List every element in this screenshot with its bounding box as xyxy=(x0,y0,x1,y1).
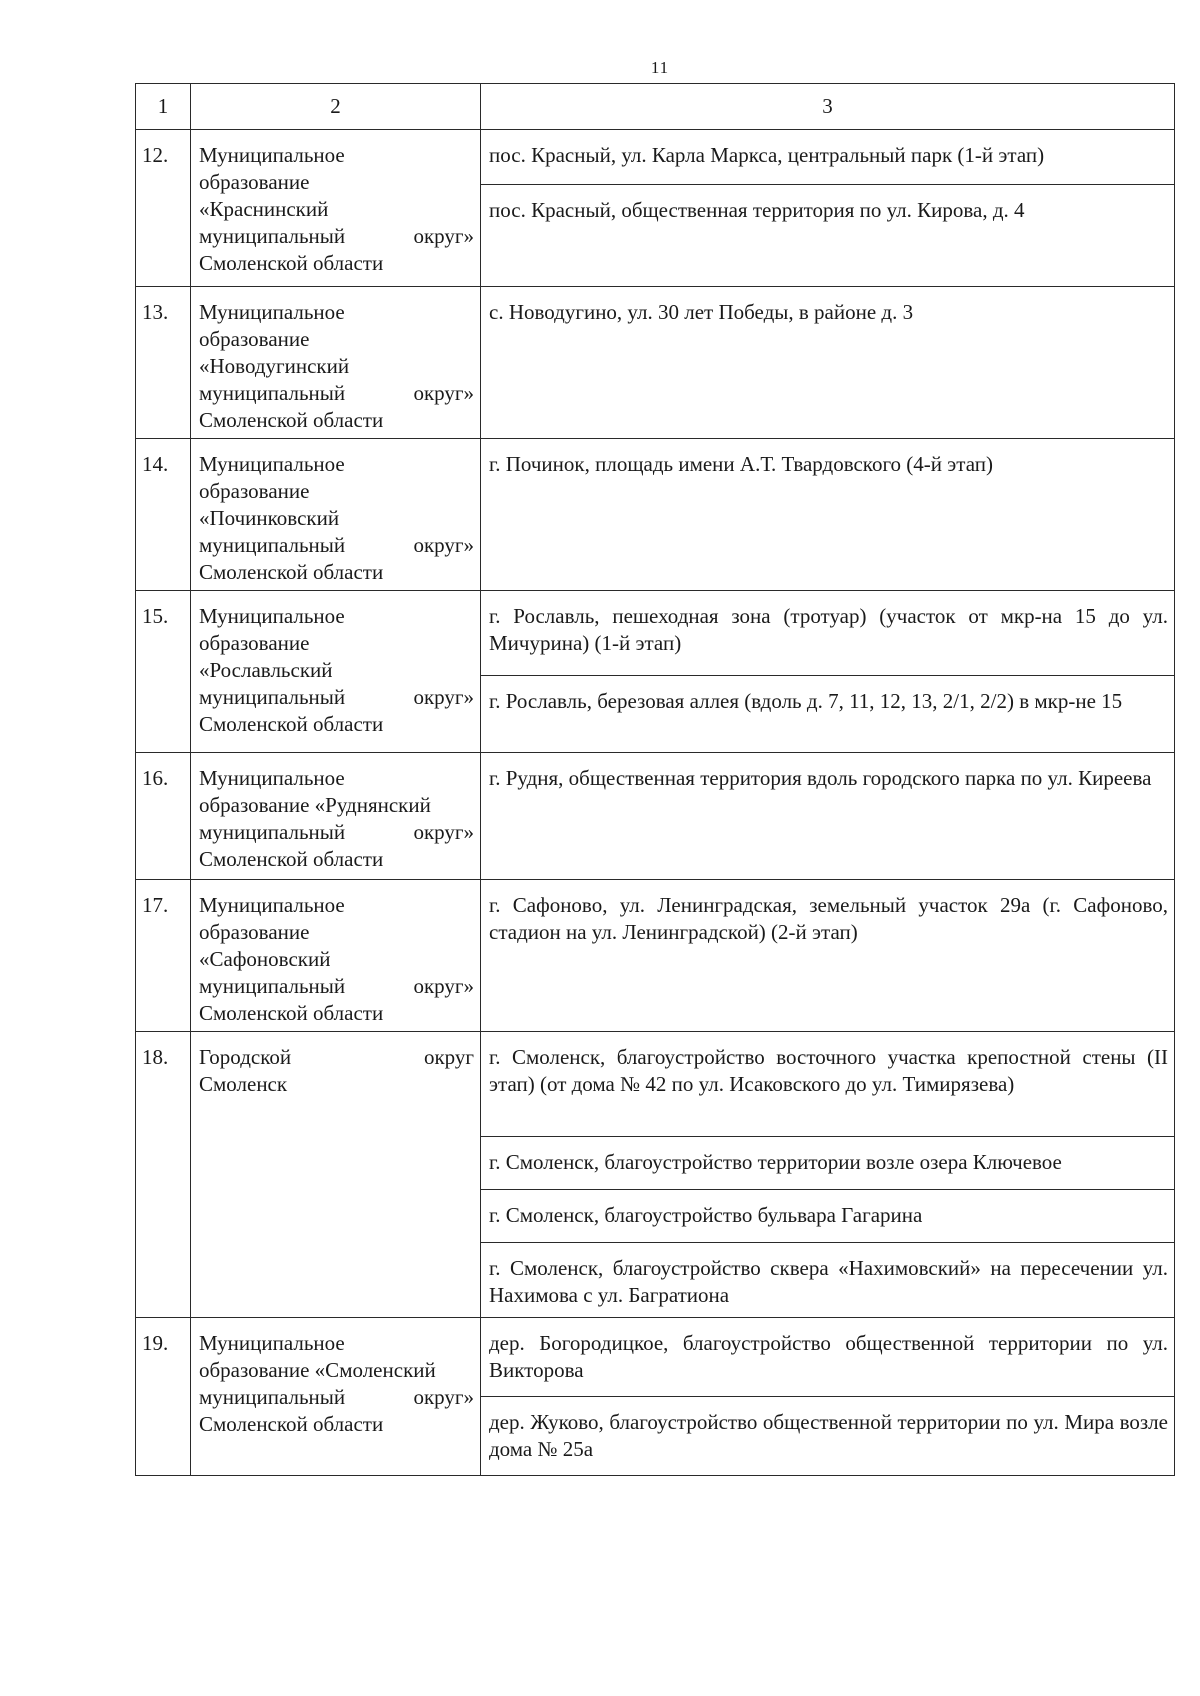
name-line: муниципальный xyxy=(199,685,346,709)
name-line: Смоленской области xyxy=(199,408,384,432)
name-line: образование xyxy=(199,170,310,194)
address-cell: г. Сафоново, ул. Ленинградская, земельный участок 29а (г. Сафоново, стадион на ул. Ленинградской) (2-й этап) xyxy=(481,880,1175,1032)
name-line: «Рославльский xyxy=(199,658,333,682)
name-line: Городской xyxy=(199,1045,292,1069)
table-row-19 xyxy=(136,1318,1175,1397)
row-number: 15. xyxy=(136,591,191,753)
header-col-1: 1 xyxy=(136,84,191,130)
name-line: муниципальный xyxy=(199,533,346,557)
name-line: Смоленской области xyxy=(199,847,384,871)
name-line: Смоленской области xyxy=(199,560,384,584)
name-line: муниципальный xyxy=(199,381,346,405)
address-cell: г. Рославль, пешеходная зона (тротуар) (участок от мкр-на 15 до ул. Мичурина) (1-й этап) xyxy=(481,591,1175,676)
address-cell: г. Смоленск, благоустройство территории возле озера Ключевое xyxy=(481,1137,1175,1190)
name-line: округ» xyxy=(413,533,474,557)
name-line: образование xyxy=(199,479,310,503)
name-line: Муниципальное xyxy=(199,143,345,167)
address-cell: с. Новодугино, ул. 30 лет Победы, в районе д. 3 xyxy=(481,287,1175,439)
name-line: муниципальный xyxy=(199,224,346,248)
name-line: «Краснинский xyxy=(199,197,329,221)
table-header-row xyxy=(136,84,1175,130)
territories-table xyxy=(135,83,1175,1476)
row-number: 13. xyxy=(136,287,191,439)
municipality-name xyxy=(191,1032,481,1318)
name-line: образование xyxy=(199,327,310,351)
name-line: образование «Смоленский xyxy=(199,1358,436,1382)
name-line: Смоленской области xyxy=(199,712,384,736)
municipality-name xyxy=(191,439,481,591)
row-number: 17. xyxy=(136,880,191,1032)
row-number: 19. xyxy=(136,1318,191,1476)
name-line: округ xyxy=(423,1045,474,1069)
name-line: «Сафоновский xyxy=(199,947,331,971)
address-cell: дер. Жуково, благоустройство общественной территории по ул. Мира возле дома № 25а xyxy=(481,1397,1175,1476)
name-line: Муниципальное xyxy=(199,1331,345,1355)
row-number: 14. xyxy=(136,439,191,591)
name-line: образование xyxy=(199,920,310,944)
name-line: Муниципальное xyxy=(199,893,345,917)
table-row-13 xyxy=(136,287,1175,439)
name-line: муниципальный xyxy=(199,820,346,844)
address-cell: пос. Красный, общественная территория по ул. Кирова, д. 4 xyxy=(481,184,1175,286)
name-line: образование xyxy=(199,631,310,655)
address-cell: г. Смоленск, благоустройство сквера «Нахимовский» на пересечении ул. Нахимова с ул. Багратиона xyxy=(481,1243,1175,1318)
name-line: округ» xyxy=(413,381,474,405)
table-row-16 xyxy=(136,753,1175,880)
table-row-17 xyxy=(136,880,1175,1032)
municipality-name xyxy=(191,130,481,287)
name-line: округ» xyxy=(413,685,474,709)
name-line: округ» xyxy=(413,1385,474,1409)
header-col-3: 3 xyxy=(481,84,1175,130)
municipality-name xyxy=(191,880,481,1032)
address-cell: пос. Красный, ул. Карла Маркса, центральный парк (1-й этап) xyxy=(481,130,1175,185)
table-row-14 xyxy=(136,439,1175,591)
name-line: муниципальный xyxy=(199,974,346,998)
name-line: Смоленской области xyxy=(199,1001,384,1025)
address-cell: г. Рудня, общественная территория вдоль городского парка по ул. Киреева xyxy=(481,753,1175,880)
municipality-name xyxy=(191,1318,481,1476)
row-number: 16. xyxy=(136,753,191,880)
address-cell: г. Смоленск, благоустройство бульвара Гагарина xyxy=(481,1190,1175,1243)
row-number: 18. xyxy=(136,1032,191,1318)
name-line: «Новодугинский xyxy=(199,354,350,378)
name-line: «Починковский xyxy=(199,506,340,530)
name-line: округ» xyxy=(413,974,474,998)
name-line: Смоленск xyxy=(199,1072,288,1096)
name-line: Муниципальное xyxy=(199,604,345,628)
address-cell: г. Рославль, березовая аллея (вдоль д. 7, 11, 12, 13, 2/1, 2/2) в мкр-не 15 xyxy=(481,676,1175,753)
name-line: округ» xyxy=(413,224,474,248)
name-line: Муниципальное xyxy=(199,766,345,790)
address-cell: г. Починок, площадь имени А.Т. Твардовского (4-й этап) xyxy=(481,439,1175,591)
page-number: 11 xyxy=(650,58,670,77)
name-line: Муниципальное xyxy=(199,452,345,476)
address-cell: дер. Богородицкое, благоустройство общественной территории по ул. Викторова xyxy=(481,1318,1175,1397)
table-row-15 xyxy=(136,591,1175,676)
name-line: округ» xyxy=(413,820,474,844)
municipality-name xyxy=(191,591,481,753)
table-row-12 xyxy=(136,130,1175,185)
municipality-name xyxy=(191,753,481,880)
name-line: Смоленской области xyxy=(199,251,384,275)
name-line: Смоленской области xyxy=(199,1412,384,1436)
name-line: образование «Руднянский xyxy=(199,793,431,817)
name-line: муниципальный xyxy=(199,1385,346,1409)
municipality-name xyxy=(191,287,481,439)
address-cell: г. Смоленск, благоустройство восточного участка крепостной стены (II этап) (от дома № 42 по ул. Исаковского до ул. Тимирязева) xyxy=(481,1032,1175,1137)
row-number: 12. xyxy=(136,130,191,287)
name-line: Муниципальное xyxy=(199,300,345,324)
header-col-2: 2 xyxy=(191,84,481,130)
table-row-18 xyxy=(136,1032,1175,1137)
